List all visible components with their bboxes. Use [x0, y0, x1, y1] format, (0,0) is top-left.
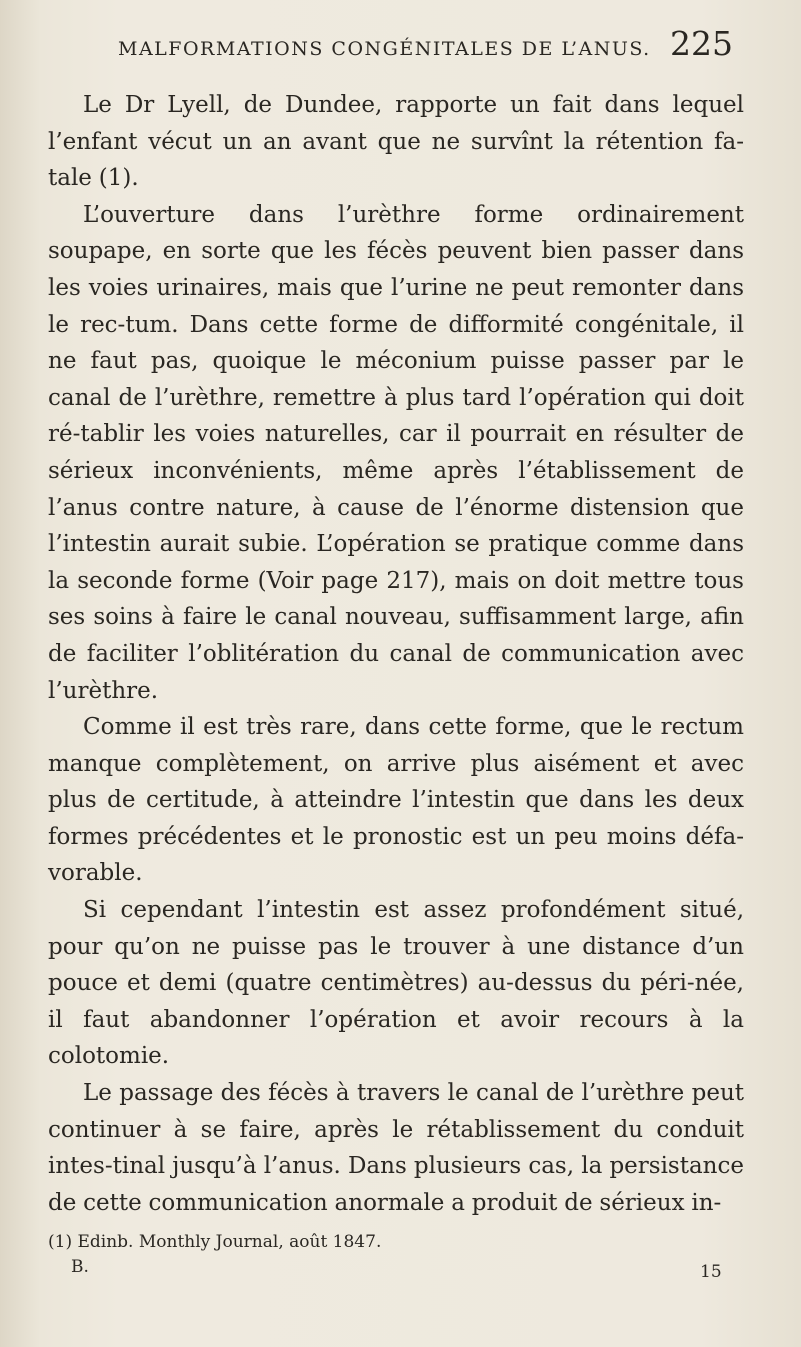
footnote-text: (1) Edinb. Monthly Journal, août 1847. — [48, 1232, 382, 1252]
footnote — [48, 1230, 744, 1280]
paragraph-5: Le passage des fécès à travers le canal de l’urèthre peut continuer à se faire, après le rétablissement du conduit intes-tinal jusqu’à l’anus. Dans plusieurs cas, la persistance de cette communication anormale a produit de sérieux in- — [48, 1080, 744, 1216]
body-text — [48, 87, 744, 1221]
paragraph-3: Comme il est très rare, dans cette forme, que le rectum manque complètement, on arrive plus aisément et avec plus de certitude, à atteindre l’intestin que dans les deux formes précédentes et le pronostic est un peu moins défa-vorable. — [48, 714, 744, 887]
page-number: 225 — [670, 24, 733, 63]
paragraph-2: L’ouverture dans l’urèthre forme ordinairement soupape, en sorte que les fécès peuvent bien passer dans les voies urinaires, mais que l’urine ne peut remonter dans le rec-tum. Dans cette forme de difformité congénitale, il ne faut pas, quoique le méconium puisse passer par le canal de l’urèthre, remettre à plus tard l’opération qui doit ré-tablir les voies naturelles, car il pourrait en résulter de sérieux inconvénients, même après l’établissement de l’anus contre nature, à cause de l’énorme distension que l’intestin aurait subie. L’opération se pratique comme dans la seconde forme (Voir page 217), mais on doit mettre tous ses soins à faire le canal nouveau, suffisamment large, afin de faciliter l’oblitération du canal de communication avec l’urèthre. — [48, 201, 744, 704]
printer-signature: 15 — [700, 1262, 722, 1282]
page-header — [0, 22, 801, 72]
paragraph-1: Le Dr Lyell, de Dundee, rapporte un fait dans lequel l’enfant vécut un an avant que ne survînt la rétention fa-tale (1). — [48, 92, 744, 192]
footnote-author: B. — [71, 1257, 89, 1277]
paragraph-4: Si cependant l’intestin est assez profondément situé, pour qu’on ne puisse pas le trouver à une distance d’un pouce et demi (quatre centimètres) au-dessus du péri-née, il faut abandonner l’opération et avoir recours à la colotomie. — [48, 897, 744, 1070]
running-title: MALFORMATIONS CONGÉNITALES DE L’ANUS. — [118, 38, 651, 60]
